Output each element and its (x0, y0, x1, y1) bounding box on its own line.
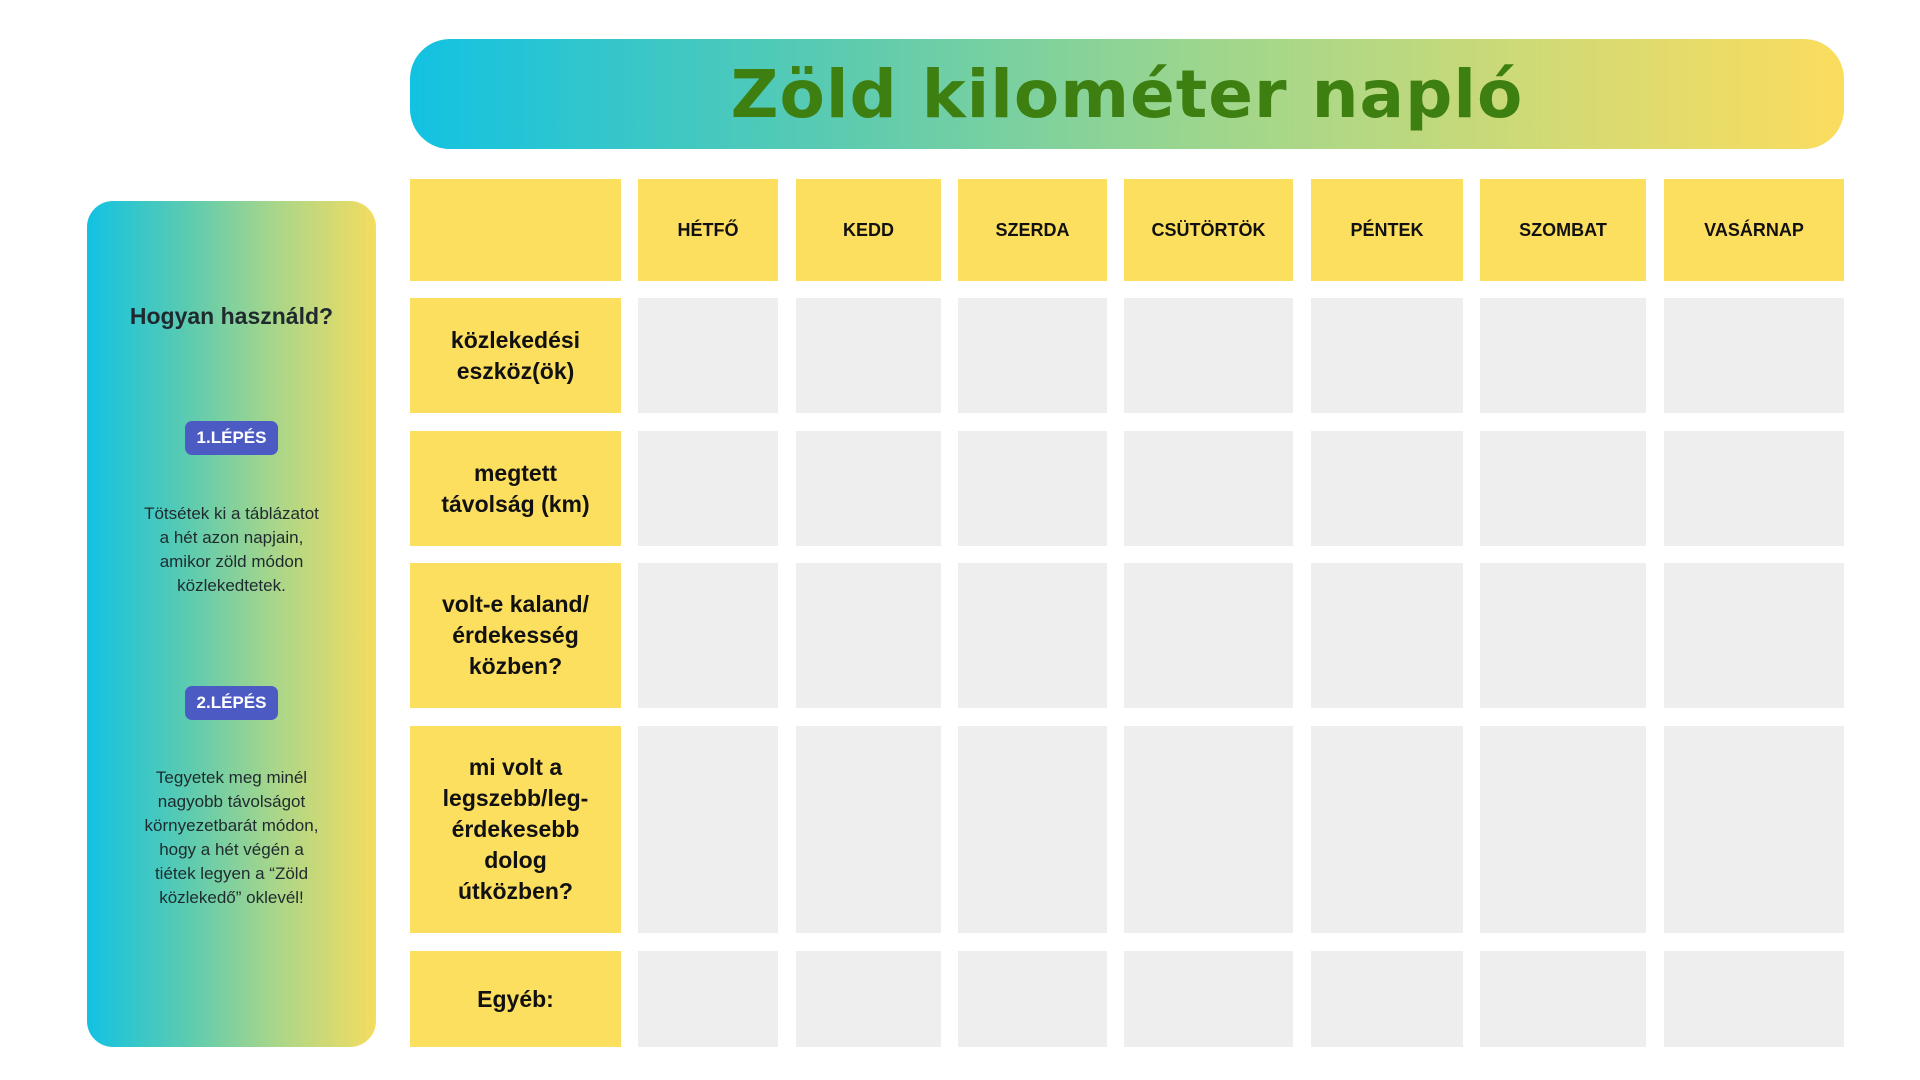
entry-cell[interactable] (1664, 726, 1844, 933)
entry-cell[interactable] (1480, 431, 1646, 546)
step-text-line: a hét azon napjain, (159, 528, 304, 547)
table-corner-cell (410, 179, 621, 281)
entry-cell[interactable] (638, 951, 778, 1047)
entry-cell[interactable] (1664, 563, 1844, 708)
step-text-line: közlekedtetek. (177, 576, 286, 595)
row-label-line: közlekedési (450, 326, 581, 353)
row-label (410, 298, 621, 413)
day-header: VASÁRNAP (1664, 179, 1844, 281)
step-text-line: tiétek legyen a “Zöld (154, 864, 309, 883)
row-label (410, 726, 621, 933)
row-label-line: Egyéb: (477, 985, 554, 1012)
row-label-line: legszebb/leg- (442, 785, 589, 811)
entry-cell[interactable] (1664, 951, 1844, 1047)
step-text-2 (107, 766, 356, 910)
entry-cell[interactable] (796, 563, 941, 708)
title-banner (410, 39, 1844, 149)
row-label-line: dolog (484, 847, 547, 873)
entry-cell[interactable] (638, 726, 778, 933)
entry-cell[interactable] (1480, 298, 1646, 413)
row-label-line: volt-e kaland/ (442, 591, 589, 617)
entry-cell[interactable] (638, 431, 778, 546)
row-label (410, 563, 621, 708)
entry-cell[interactable] (796, 298, 941, 413)
entry-cell[interactable] (1124, 298, 1293, 413)
page-title: Zöld kilométer napló (730, 55, 1524, 133)
entry-cell[interactable] (1311, 951, 1463, 1047)
step-text-line: hogy a hét végén a (159, 840, 304, 859)
entry-cell[interactable] (958, 431, 1107, 546)
entry-cell[interactable] (1124, 951, 1293, 1047)
row-label-line: érdekesebb (451, 816, 580, 842)
entry-cell[interactable] (1124, 563, 1293, 708)
entry-cell[interactable] (958, 298, 1107, 413)
step-badge-1: 1.LÉPÉS (185, 421, 279, 455)
row-label-line: mi volt a (468, 754, 563, 780)
row-label-line: eszköz(ök) (456, 357, 575, 384)
entry-cell[interactable] (1664, 431, 1844, 546)
entry-cell[interactable] (1480, 726, 1646, 933)
entry-cell[interactable] (796, 726, 941, 933)
day-header: HÉTFŐ (638, 179, 778, 281)
row-label (410, 431, 621, 546)
day-header: PÉNTEK (1311, 179, 1463, 281)
row-label-line: érdekesség (452, 622, 579, 648)
entry-cell[interactable] (1311, 726, 1463, 933)
entry-cell[interactable] (638, 298, 778, 413)
entry-cell[interactable] (1480, 563, 1646, 708)
entry-cell[interactable] (1311, 563, 1463, 708)
entry-cell[interactable] (1311, 431, 1463, 546)
entry-cell[interactable] (958, 726, 1107, 933)
row-label-line: távolság (km) (441, 490, 590, 517)
entry-cell[interactable] (1480, 951, 1646, 1047)
row-label (410, 951, 621, 1047)
day-header: SZERDA (958, 179, 1107, 281)
step-text-line: Tegyetek meg minél (155, 768, 308, 787)
row-label-line: közben? (468, 653, 563, 679)
step-badge-2: 2.LÉPÉS (185, 686, 279, 720)
row-label-line: útközben? (457, 878, 573, 904)
entry-cell[interactable] (796, 431, 941, 546)
step-text-1 (107, 502, 356, 598)
entry-cell[interactable] (1124, 726, 1293, 933)
row-label-line: megtett (473, 459, 558, 486)
step-text-line: amikor zöld módon (159, 552, 304, 571)
day-header: KEDD (796, 179, 941, 281)
entry-cell[interactable] (1664, 298, 1844, 413)
entry-cell[interactable] (958, 951, 1107, 1047)
step-text-line: környezetbarát módon, (144, 816, 319, 835)
entry-cell[interactable] (1311, 298, 1463, 413)
step-text-line: közlekedő” oklevél! (159, 888, 304, 907)
entry-cell[interactable] (796, 951, 941, 1047)
instructions-heading: Hogyan használd? (129, 303, 334, 329)
entry-cell[interactable] (1124, 431, 1293, 546)
step-text-line: nagyobb távolságot (157, 792, 306, 811)
day-header: SZOMBAT (1480, 179, 1646, 281)
day-header: CSÜTÖRTÖK (1124, 179, 1293, 281)
entry-cell[interactable] (638, 563, 778, 708)
entry-cell[interactable] (958, 563, 1107, 708)
step-text-line: Tötsétek ki a táblázatot (144, 504, 319, 523)
